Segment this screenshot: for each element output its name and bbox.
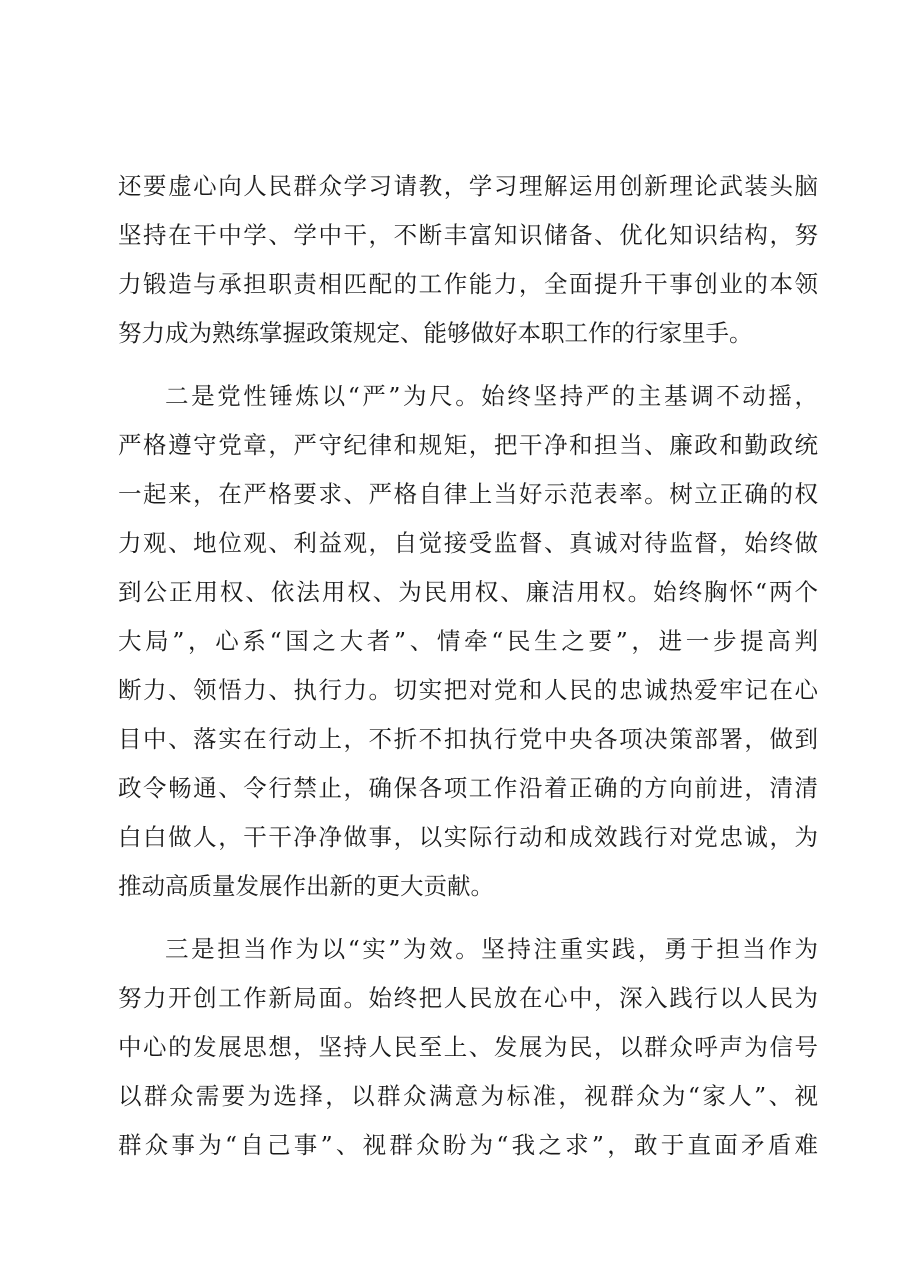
- text-line: 力观、地位观、利益观，自觉接受监督、真诚对待监督，始终做: [118, 529, 818, 557]
- text-line: 大局”，心系“国之大者”、情牵“民生之要”，进一步提高判: [118, 627, 818, 655]
- text-line: 严格遵守党章，严守纪律和规矩，把干净和担当、廉政和勤政统: [118, 431, 818, 459]
- text-line: 坚持在干中学、学中干，不断丰富知识储备、优化知识结构，努: [118, 221, 818, 249]
- text-line: 还要虚心向人民群众学习请教，学习理解运用创新理论武装头脑: [118, 172, 818, 200]
- text-line: 以群众需要为选择，以群众满意为标准，视群众为“家人”、视: [118, 1082, 818, 1110]
- paragraph-continuation: [118, 162, 818, 358]
- text-line: 力锻造与承担职责相匹配的工作能力，全面提升干事创业的本领: [118, 270, 818, 298]
- paragraph-party-discipline: [118, 372, 818, 911]
- text-line: 努力成为熟练掌握政策规定、能够做好本职工作的行家里手。: [118, 319, 753, 347]
- text-line: 断力、领悟力、执行力。切实把对党和人民的忠诚热爱牢记在心: [118, 676, 818, 704]
- text-line: 到公正用权、依法用权、为民用权、廉洁用权。始终胸怀“两个: [118, 578, 818, 606]
- text-line: 白白做人，干干净净做事，以实际行动和成效践行对党忠诚，为: [118, 823, 818, 851]
- text-line: 政令畅通、令行禁止，确保各项工作沿着正确的方向前进，清清: [118, 774, 818, 802]
- text-line: 三是担当作为以“实”为效。坚持注重实践，勇于担当作为: [165, 935, 818, 963]
- text-line: 二是党性锤炼以“严”为尺。始终坚持严的主基调不动摇，: [165, 382, 818, 410]
- text-line: 一起来，在严格要求、严格自律上当好示范表率。树立正确的权: [118, 480, 818, 508]
- text-line: 中心的发展思想，坚持人民至上、发展为民，以群众呼声为信号: [118, 1033, 818, 1061]
- text-line: 努力开创工作新局面。始终把人民放在心中，深入践行以人民为: [118, 984, 818, 1012]
- paragraph-responsibility: [118, 925, 818, 1170]
- text-line: 推动高质量发展作出新的更大贡献。: [118, 872, 494, 900]
- text-line: 目中、落实在行动上，不折不扣执行党中央各项决策部署，做到: [118, 725, 818, 753]
- text-line: 群众事为“自己事”、视群众盼为“我之求”，敢于直面矛盾难: [118, 1131, 818, 1159]
- document-body: [118, 162, 818, 1170]
